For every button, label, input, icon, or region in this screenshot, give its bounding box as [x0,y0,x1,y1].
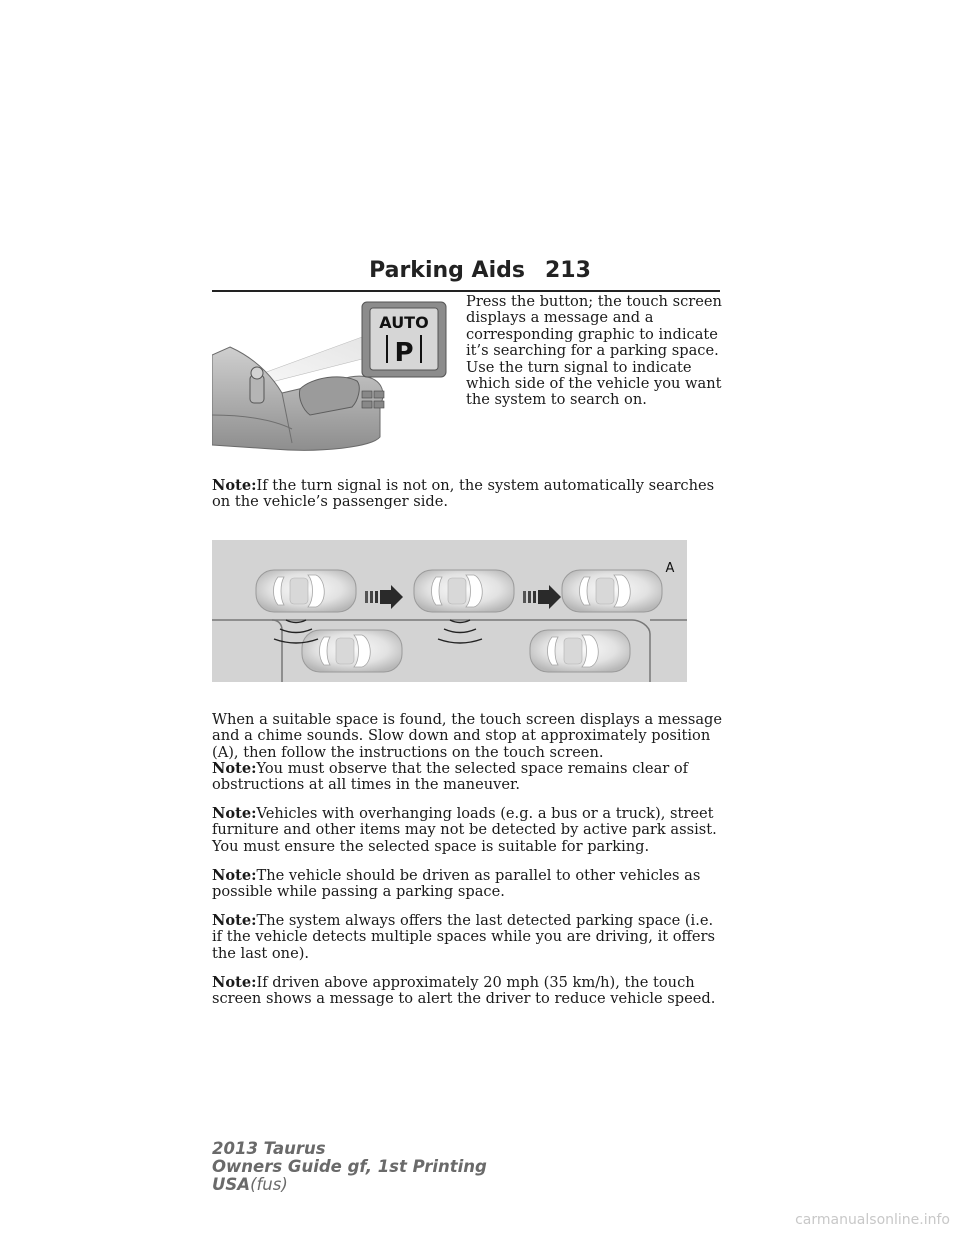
note-text: The system always offers the last detected parking space (i.e. if the vehicle detects multiple spaces while you are driving, it offers the last one). [212,912,716,962]
note-label: Note: [212,760,257,777]
section-title: Parking Aids [369,258,525,283]
footer-model: 2013 Taurus [212,1139,326,1158]
header-rule [212,290,720,292]
position-callout: A [665,561,675,576]
note-obstructions [212,761,726,794]
footer-region: USA(fus) [212,1175,288,1194]
note-text: Vehicles with overhanging loads (e.g. a bus or a truck), street furniture and other items may not be detected by active park assist. You must ensure the selected space is suitable for parking. [212,805,717,855]
paragraph-space-found: When a suitable space is found, the touch screen displays a message and a chime sounds. Slow down and stop at approximately position (A), then follow the instructions on the touch screen. [212,711,723,761]
page-header [0,258,960,283]
footer-edition: Owners Guide gf, 1st Printing [212,1157,487,1176]
page-number: 213 [544,258,591,283]
note-label: Note: [212,805,257,822]
note-label: Note: [212,974,257,991]
footer [212,1140,487,1194]
note-label: Note: [212,477,257,494]
button-letter: P [394,338,414,368]
note-text: If the turn signal is not on, the system automatically searches on the vehicle’s passenger side. [212,477,715,511]
note-turn-signal [212,478,726,511]
note-last-space [212,913,726,962]
note-speed [212,975,726,1008]
note-overhanging-loads [212,806,726,855]
auto-park-button-icon [362,302,446,377]
note-text: If driven above approximately 20 mph (35 km/h), the touch screen shows a message to alert the driver to reduce vehicle speed. [212,974,716,1008]
note-parallel [212,868,726,901]
note-label: Note: [212,912,257,929]
console-illustration [212,297,454,461]
watermark: carmanualsonline.info [795,1212,950,1228]
parking-maneuver-diagram [212,540,687,682]
note-label: Note: [212,867,257,884]
intro-paragraph: Press the button; the touch screen displays a message and a corresponding graphic to indicate it’s searching for a parking space. Use the turn signal to indicate which side of the vehicle you want the system to search on. [466,293,722,409]
note-text: The vehicle should be driven as parallel to other vehicles as possible while passing a parking space. [212,867,701,901]
button-top-text: AUTO [379,313,429,332]
note-text: You must observe that the selected space remains clear of obstructions at all times in the maneuver. [212,760,689,794]
